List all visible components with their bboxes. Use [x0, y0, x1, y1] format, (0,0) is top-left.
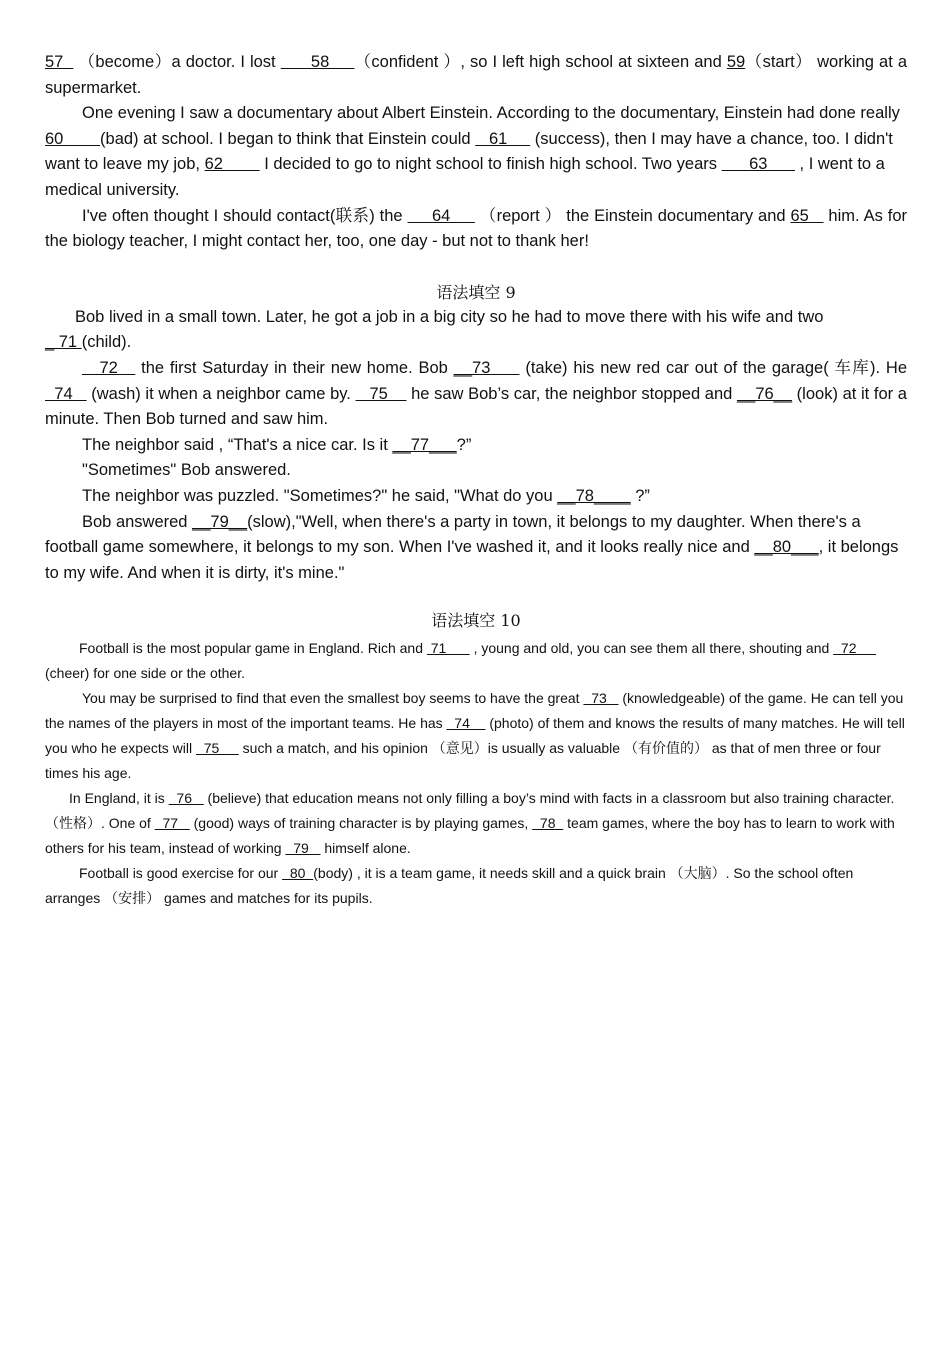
passage-text: (believe) that education means not only filling a boy’s mind with facts in a classroom but also training character. （性格）. One of: [45, 790, 895, 832]
section-10-passage: [45, 636, 907, 911]
answer-blank-63: 63: [721, 155, 795, 174]
passage-text: , young and old, you can see them all there, shouting and: [469, 640, 834, 657]
paragraph: [45, 861, 907, 911]
passage-text: ?”: [630, 486, 650, 505]
section-8-passage: [45, 50, 907, 255]
answer-blank-73: __73: [453, 358, 520, 377]
passage-text: (photo) of them and knows the results of many matches. He will tell you who he expects will: [45, 715, 905, 757]
passage-text: Bob answered: [82, 512, 193, 531]
passage-text: such a match, and his opinion （意见）is usually as valuable （有价值的） as that of men three or four times his age.: [45, 740, 881, 782]
answer-blank-77: __77___: [392, 435, 457, 454]
passage-text: the first Saturday in their new home. Bob: [135, 358, 454, 377]
answer-blank-79: __79__: [192, 512, 248, 531]
passage-text: (good) ways of training character is by playing games,: [189, 815, 533, 832]
passage-text: (wash) it when a neighbor came by.: [86, 384, 356, 403]
paragraph: [45, 356, 907, 433]
paragraph: [45, 305, 907, 356]
answer-blank-64: 64: [407, 206, 475, 225]
answer-blank-76: __76__: [736, 384, 793, 403]
passage-text: In England, it is: [69, 790, 169, 807]
passage-text: （become）a doctor. I lost: [73, 53, 281, 71]
answer-blank-58: 58: [280, 53, 355, 71]
passage-text: (bad) at school. I began to think that Einstein could: [100, 129, 476, 148]
paragraph: [45, 433, 907, 459]
answer-blank-65: 65: [790, 206, 824, 225]
passage-text: himself alone.: [320, 840, 411, 857]
paragraph: [45, 686, 907, 786]
paragraph: "Sometimes" Bob answered.: [82, 461, 291, 480]
passage-text: The neighbor said , “That's a nice car. Is it: [82, 435, 393, 454]
passage-text: (success), then I may have a chance, too. I didn't want to leave my job,: [45, 129, 893, 174]
section-9-heading: 语法填空 9: [436, 282, 516, 302]
passage-text: (look) at it for a minute. Then Bob turned and saw him.: [45, 384, 907, 429]
passage-text: （confident ）, so I left high school at sixteen and: [354, 53, 727, 71]
answer-blank-72: 72: [833, 640, 876, 657]
worksheet-page: [45, 50, 907, 911]
answer-blank-80: __80___: [754, 538, 819, 557]
answer-blank-57: 57: [45, 53, 74, 71]
passage-text: ?”: [456, 435, 472, 454]
passage-text: Bob lived in a small town. Later, he got a job in a big city so he had to move there with his wife and two: [75, 307, 824, 326]
answer-blank-78: __78____: [557, 486, 631, 505]
answer-blank-75: 75: [355, 384, 407, 403]
answer-blank-71: _ 71: [45, 333, 82, 352]
paragraph: [45, 786, 907, 861]
paragraph: [45, 101, 907, 203]
passage-text: team games, where the boy has to learn to work with others for his team, instead of working: [45, 815, 895, 857]
passage-text: I've often thought I should contact(联系) the: [82, 206, 408, 225]
answer-blank-75: 75: [195, 740, 239, 757]
passage-text: One evening I saw a documentary about Albert Einstein. According to the documentary, Einstein had done really: [82, 104, 900, 123]
paragraph: [45, 50, 907, 101]
answer-blank-59: 59: [726, 53, 746, 71]
answer-blank-74: 74: [45, 384, 87, 403]
answer-blank-74: 74: [446, 715, 486, 732]
passage-text: （report ） the Einstein documentary and: [474, 206, 791, 225]
passage-text: (child).: [81, 333, 132, 352]
answer-blank-73: 73: [583, 690, 619, 707]
passage-text: (knowledgeable) of the game. He can tell you the names of the players in most of the important teams. He has: [45, 690, 904, 732]
answer-blank-76: 76: [168, 790, 204, 807]
paragraph: [45, 636, 907, 686]
passage-text: The neighbor was puzzled. "Sometimes?" he said, "What do you: [82, 486, 558, 505]
passage-text: , it belongs to my wife. And when it is dirty, it's mine.": [45, 538, 899, 582]
answer-blank-71: 71: [426, 640, 470, 657]
section-10-heading: 语法填空 10: [431, 611, 521, 631]
answer-blank-77: 77: [154, 815, 190, 832]
paragraph: [45, 510, 907, 587]
answer-blank-79: 79: [285, 840, 321, 857]
passage-text: (body) , it is a team game, it needs skill and a quick brain （大脑）. So the school often arranges （安排） games and matches for its pupils.: [45, 865, 854, 907]
section-9-passage: [45, 305, 907, 587]
passage-text: Football is good exercise for our: [79, 865, 283, 882]
passage-text: （start） working at a supermarket.: [45, 53, 907, 97]
answer-blank-80: 80: [282, 865, 314, 882]
answer-blank-78: 78: [532, 815, 564, 832]
passage-text: You may be surprised to find that even the smallest boy seems to have the great: [82, 690, 584, 707]
passage-text: I decided to go to night school to finish high school. Two years: [259, 155, 722, 174]
passage-text: (take) his new red car out of the garage( 车库). He: [519, 358, 907, 377]
passage-text: (cheer) for one side or the other.: [45, 665, 245, 682]
passage-text: , I went to a medical university.: [45, 155, 885, 199]
passage-text: (slow),"Well, when there's a party in town, it belongs to my daughter. When there's a football game somewhere, it belongs to my son. When I've washed it, and it looks really nice and: [45, 512, 861, 557]
answer-blank-62: 62: [204, 155, 260, 174]
paragraph: [45, 204, 907, 255]
answer-blank-60: 60: [45, 129, 101, 148]
passage-text: Football is the most popular game in England. Rich and: [79, 640, 427, 657]
passage-text: him. As for the biology teacher, I might contact her, too, one day - but not to thank her!: [45, 206, 907, 251]
answer-blank-72: 72: [82, 358, 136, 377]
passage-text: he saw Bob’s car, the neighbor stopped and: [406, 384, 737, 403]
answer-blank-61: 61: [475, 129, 531, 148]
paragraph: [45, 484, 907, 510]
